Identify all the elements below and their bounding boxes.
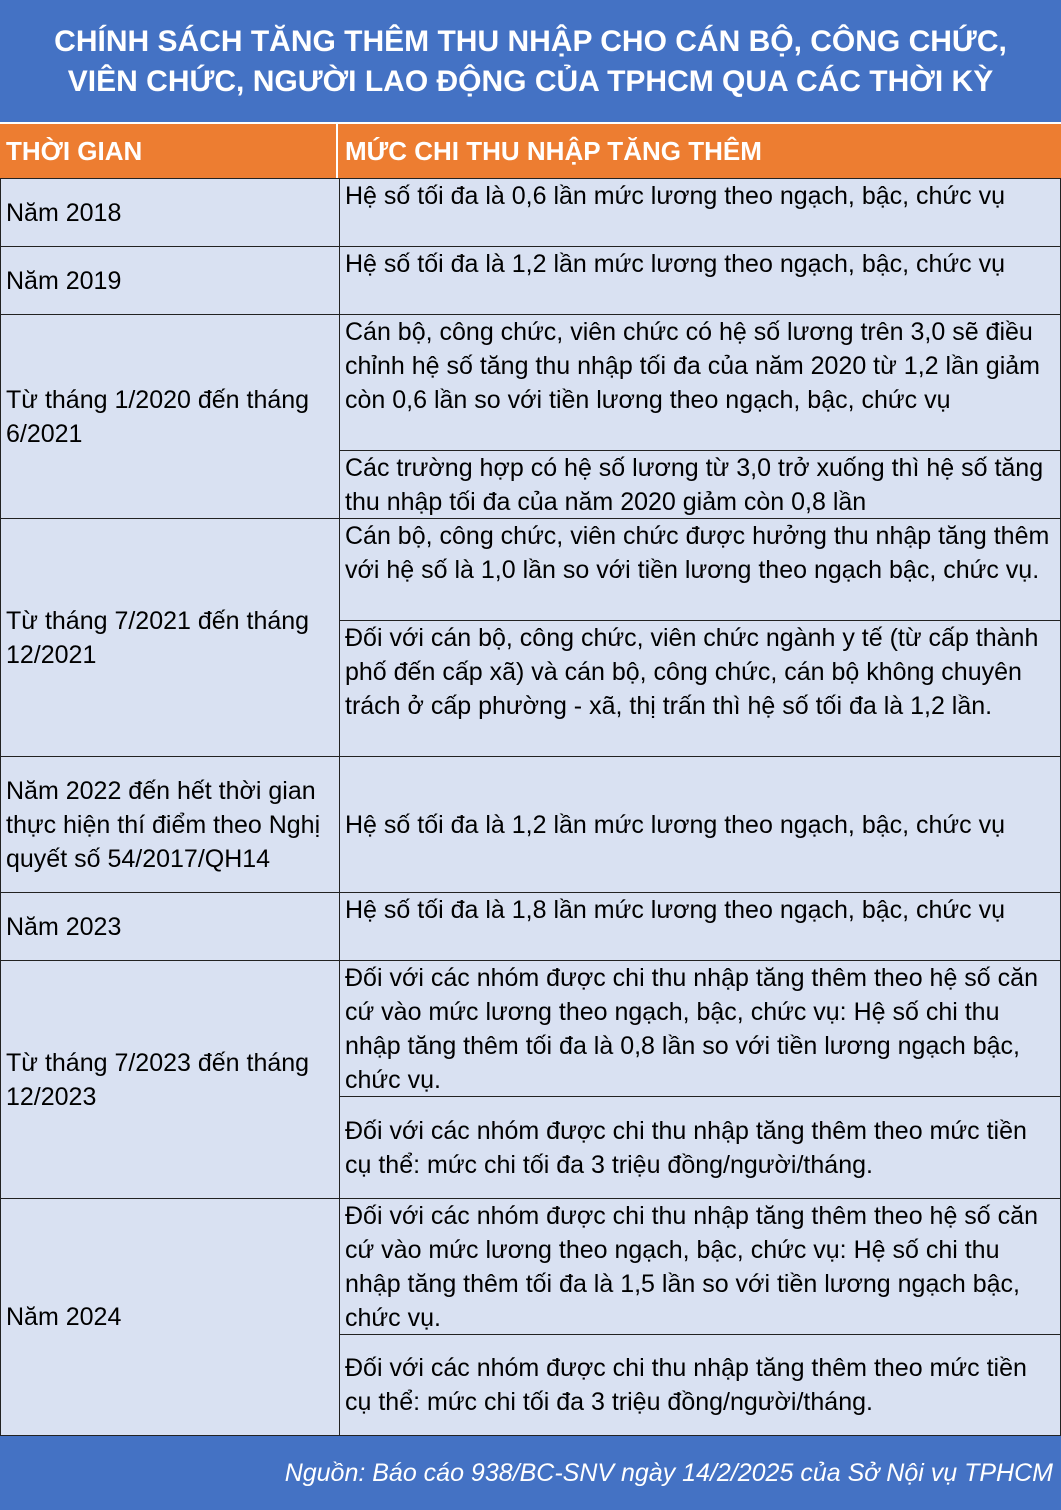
row-detail-text: Đối với các nhóm được chi thu nhập tăng thêm theo hệ số căn cứ vào mức lương theo ngạch, bậc, chức vụ: Hệ số chi thu nhập tăng thêm tối đa là 1,5 lần so với tiền lương ngạch bậc, chức vụ.: [345, 1202, 1038, 1332]
row-detail-text: Hệ số tối đa là 1,2 lần mức lương theo ngạch, bậc, chức vụ: [345, 250, 1006, 278]
row-detail-text: Cán bộ, công chức, viên chức được hưởng thu nhập tăng thêm với hệ số là 1,0 lần so với tiền lương theo ngạch bậc, chức vụ.: [345, 522, 1050, 584]
row-period: [0, 246, 340, 315]
row-period-text: Từ tháng 7/2021 đến tháng 12/2021: [6, 606, 310, 669]
row-detail-text: Hệ số tối đa là 1,2 lần mức lương theo ngạch, bậc, chức vụ: [345, 810, 1006, 839]
row-period: [0, 1198, 340, 1436]
row-detail-text: Đối với các nhóm được chi thu nhập tăng thêm theo mức tiền cụ thể: mức chi tối đa 3 triệu đồng/người/tháng.: [345, 1116, 1027, 1179]
row-period-text: Năm 2023: [6, 912, 122, 941]
title-line-1: CHÍNH SÁCH TĂNG THÊM THU NHẬP CHO CÁN BỘ, CÔNG CHỨC,: [54, 25, 1007, 58]
table-header: [0, 124, 1061, 178]
title-banner: [0, 0, 1061, 122]
row-detail: [339, 1096, 1061, 1199]
row-period-text: Năm 2018: [6, 198, 122, 227]
source-note: Nguồn: Báo cáo 938/BC-SNV ngày 14/2/2025 của Sở Nội vụ TPHCM: [0, 1436, 1061, 1510]
row-detail: [339, 314, 1061, 451]
row-period: [0, 518, 340, 757]
row-period: [0, 756, 340, 893]
row-detail: [339, 450, 1061, 519]
title-line-2: VIÊN CHỨC, NGƯỜI LAO ĐỘNG CỦA TPHCM QUA CÁC THỜI KỲ: [67, 65, 994, 98]
row-period-text: Năm 2024: [6, 1303, 122, 1331]
row-detail: [339, 892, 1061, 961]
row-detail-text: Cán bộ, công chức, viên chức có hệ số lương trên 3,0 sẽ điều chỉnh hệ số tăng thu nhập tối đa của năm 2020 từ 1,2 lần giảm còn 0,6 lần so với tiền lương theo ngạch, bậc, chức vụ: [345, 318, 1040, 414]
row-detail: [339, 620, 1061, 757]
row-detail-text: Hệ số tối đa là 0,6 lần mức lương theo ngạch, bậc, chức vụ: [345, 182, 1006, 210]
row-period-text: Từ tháng 7/2023 đến tháng 12/2023: [6, 1048, 310, 1111]
row-detail: [339, 178, 1061, 247]
row-detail-text: Đối với cán bộ, công chức, viên chức ngành y tế (từ cấp thành phố đến cấp xã) và cán bộ, công chức, cán bộ không chuyên trách ở cấp phường - xã, thị trấn thì hệ số tối đa là 1,2 lần.: [345, 624, 1039, 720]
header-amount: MỨC CHI THU NHẬP TĂNG THÊM: [345, 136, 762, 166]
table-body: [0, 178, 1061, 1436]
row-period: [0, 178, 340, 247]
row-detail: [339, 246, 1061, 315]
row-detail: [339, 960, 1061, 1097]
row-period: [0, 892, 340, 961]
row-detail: [339, 1334, 1061, 1436]
row-detail-text: Đối với các nhóm được chi thu nhập tăng thêm theo hệ số căn cứ vào mức lương theo ngạch, bậc, chức vụ: Hệ số chi thu nhập tăng thêm tối đa là 0,8 lần so với tiền lương ngạch bậc, chức vụ.: [345, 964, 1038, 1094]
row-period-text: Năm 2019: [6, 266, 122, 295]
row-period: [0, 314, 340, 519]
row-period-text: Từ tháng 1/2020 đến tháng 6/2021: [6, 385, 310, 448]
row-period-text: Năm 2022 đến hết thời gian thực hiện thí điểm theo Nghị quyết số 54/2017/QH14: [6, 776, 321, 873]
row-detail-text: Đối với các nhóm được chi thu nhập tăng thêm theo mức tiền cụ thể: mức chi tối đa 3 triệu đồng/người/tháng.: [345, 1354, 1027, 1416]
row-detail-text: Các trường hợp có hệ số lương từ 3,0 trở xuống thì hệ số tăng thu nhập tối đa của năm 2020 giảm còn 0,8 lần: [345, 454, 1044, 516]
row-period: [0, 960, 340, 1199]
row-detail: [339, 1198, 1061, 1335]
row-detail-text: Hệ số tối đa là 1,8 lần mức lương theo ngạch, bậc, chức vụ: [345, 896, 1006, 924]
row-detail: [339, 756, 1061, 893]
row-detail: [339, 518, 1061, 621]
header-period: THỜI GIAN: [0, 124, 338, 178]
